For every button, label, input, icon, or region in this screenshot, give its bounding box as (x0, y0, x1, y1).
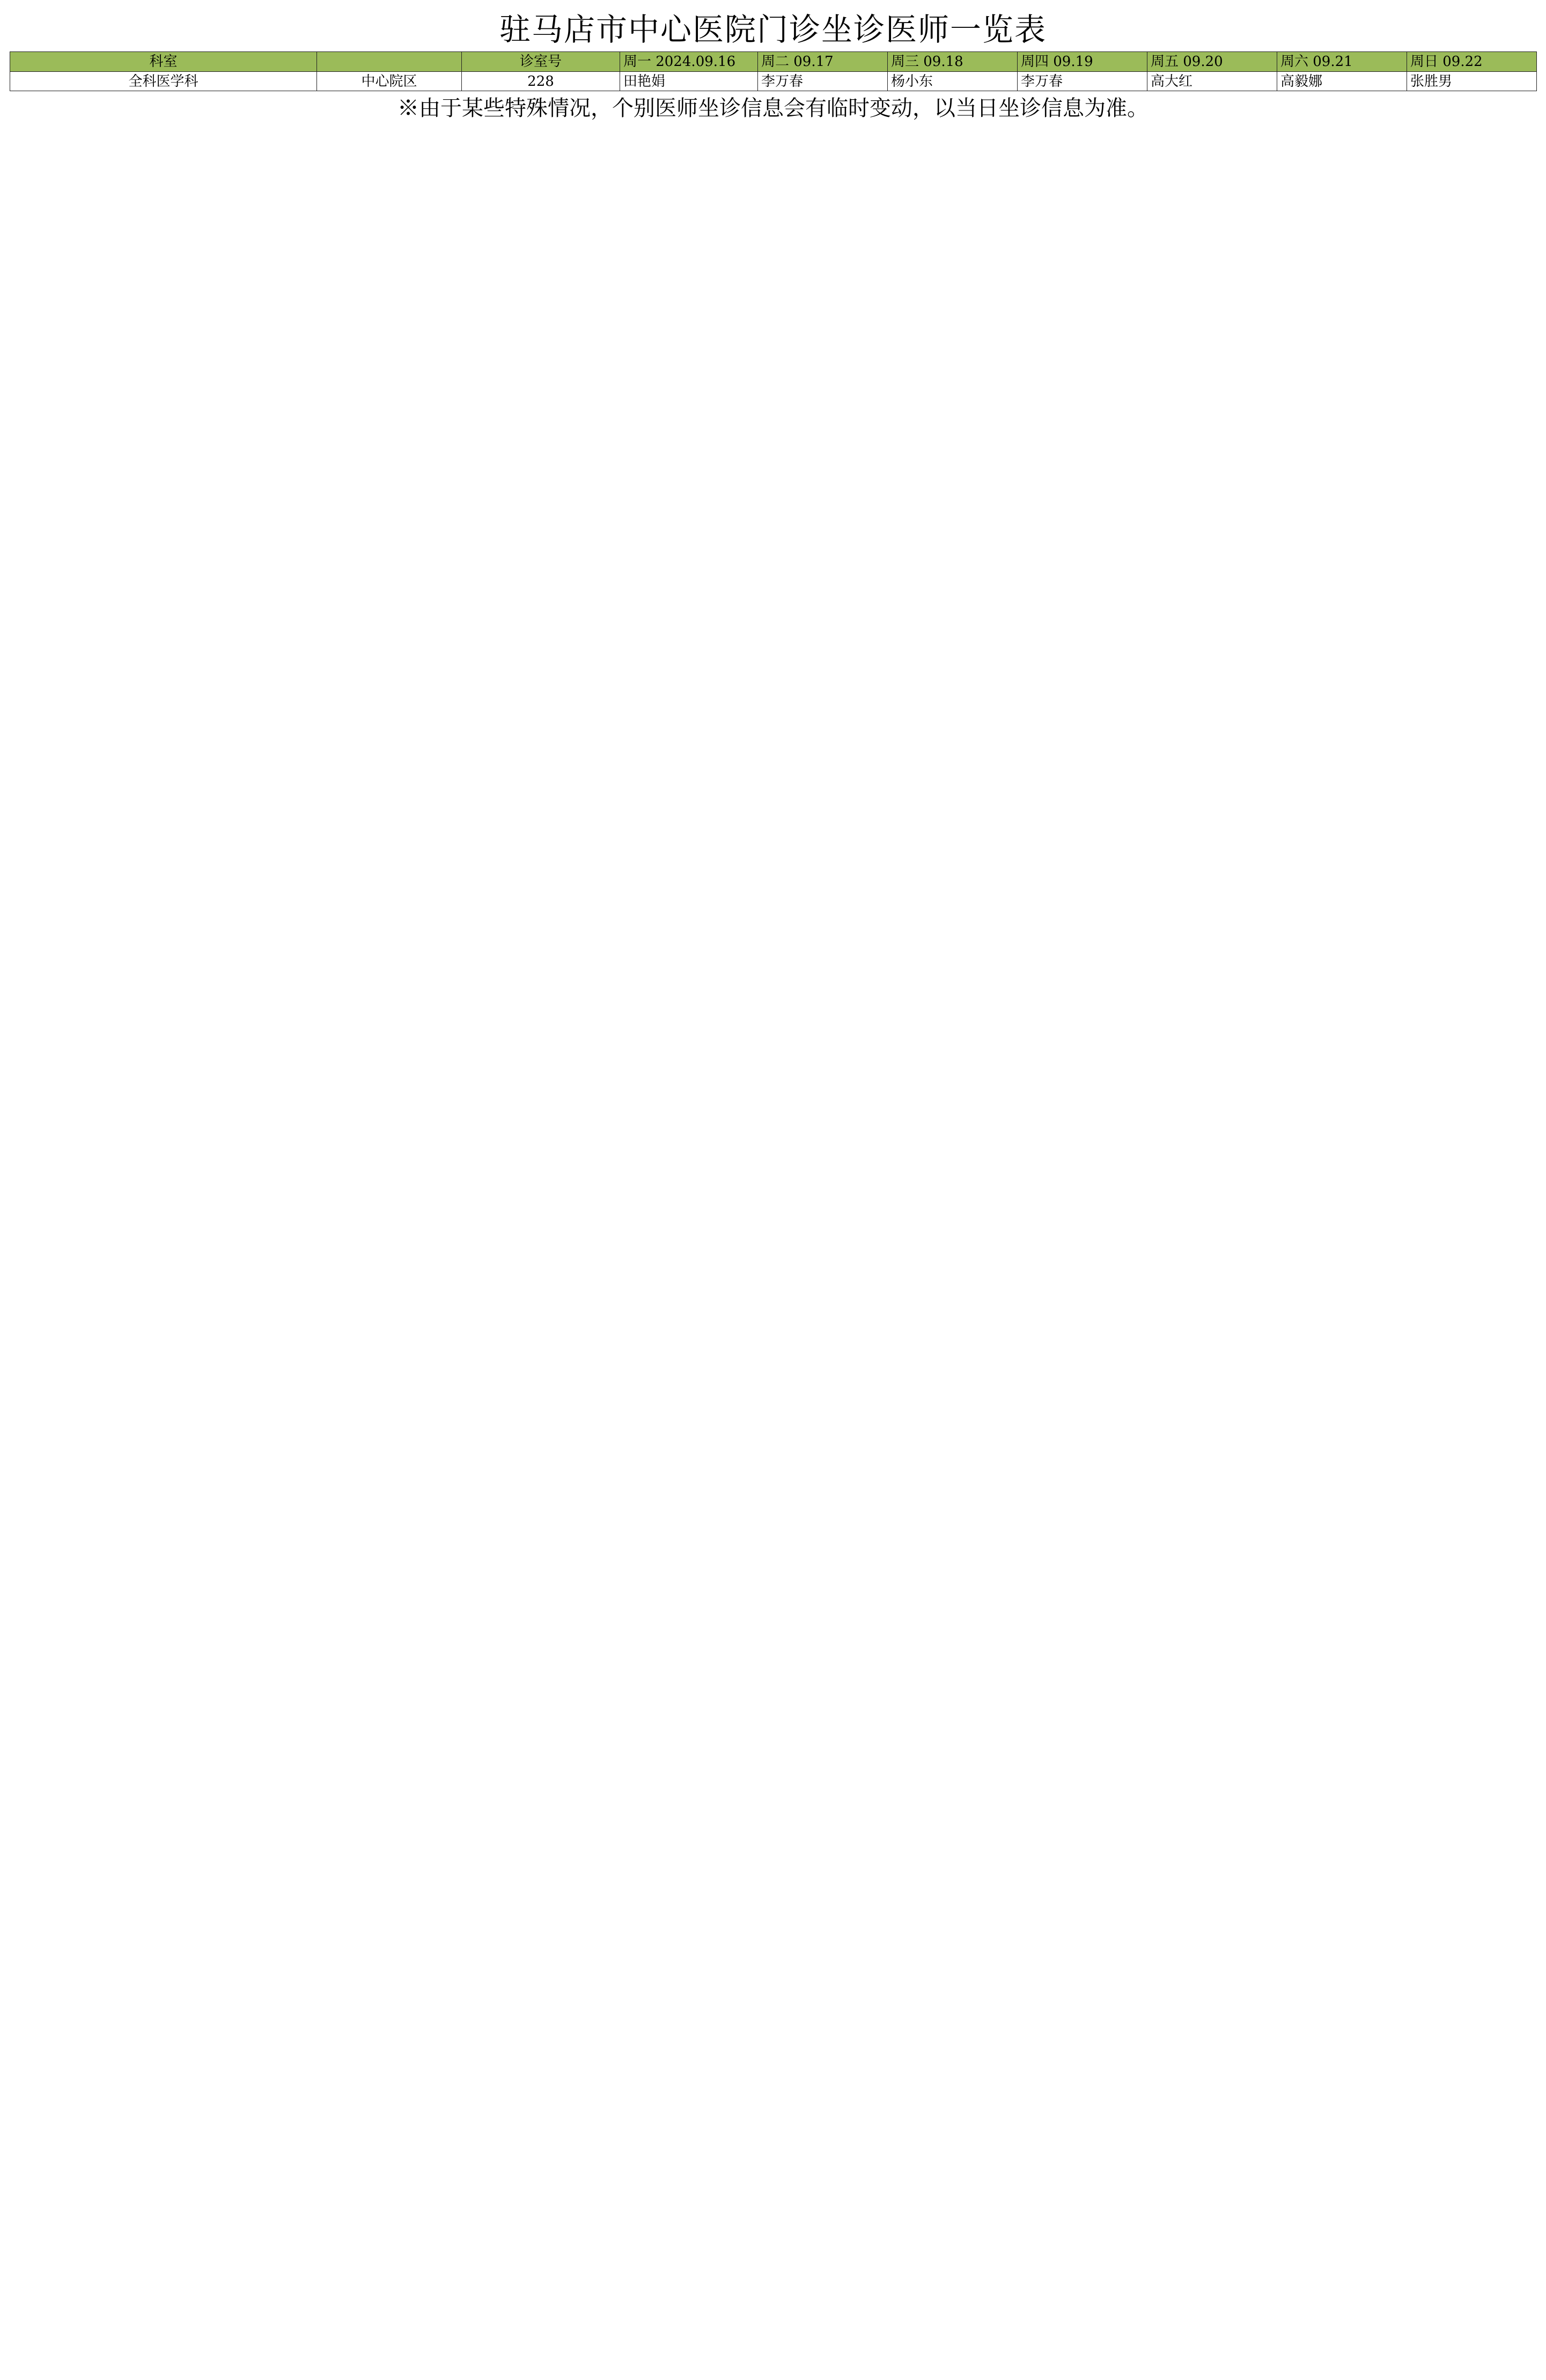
header-cell: 周日 09.22 (1407, 52, 1537, 72)
header-cell: 周一 2024.09.16 (620, 52, 758, 72)
doctor-cell: 张胜男 (1407, 72, 1537, 91)
doctor-cell: 高毅娜 (1277, 72, 1407, 91)
header-cell (317, 52, 462, 72)
page (0, 0, 1546, 125)
page-title: 驻马店市中心医院门诊坐诊医师一览表 (499, 11, 1047, 48)
table-header (10, 52, 1537, 72)
doctor-cell: 杨小东 (888, 72, 1018, 91)
header-cell: 周六 09.21 (1277, 52, 1407, 72)
header-cell: 周四 09.19 (1018, 52, 1147, 72)
table-row (10, 72, 1537, 91)
header-cell: 周三 09.18 (888, 52, 1018, 72)
dept-cell: 全科医学科 (10, 72, 317, 91)
doctor-cell: 田艳娟 (620, 72, 758, 91)
footnote: ※由于某些特殊情况，个别医师坐诊信息会有临时变动，以当日坐诊信息为准。 (397, 96, 1149, 121)
room-cell: 228 (462, 72, 620, 91)
header-cell: 科室 (10, 52, 317, 72)
doctor-cell: 李万春 (1018, 72, 1147, 91)
schedule-table (10, 51, 1537, 91)
doctor-cell: 李万春 (758, 72, 888, 91)
doctor-cell: 高大红 (1147, 72, 1277, 91)
campus-cell: 中心院区 (317, 72, 462, 91)
table-body (10, 72, 1537, 91)
header-cell: 周五 09.20 (1147, 52, 1277, 72)
header-cell: 诊室号 (462, 52, 620, 72)
header-cell: 周二 09.17 (758, 52, 888, 72)
